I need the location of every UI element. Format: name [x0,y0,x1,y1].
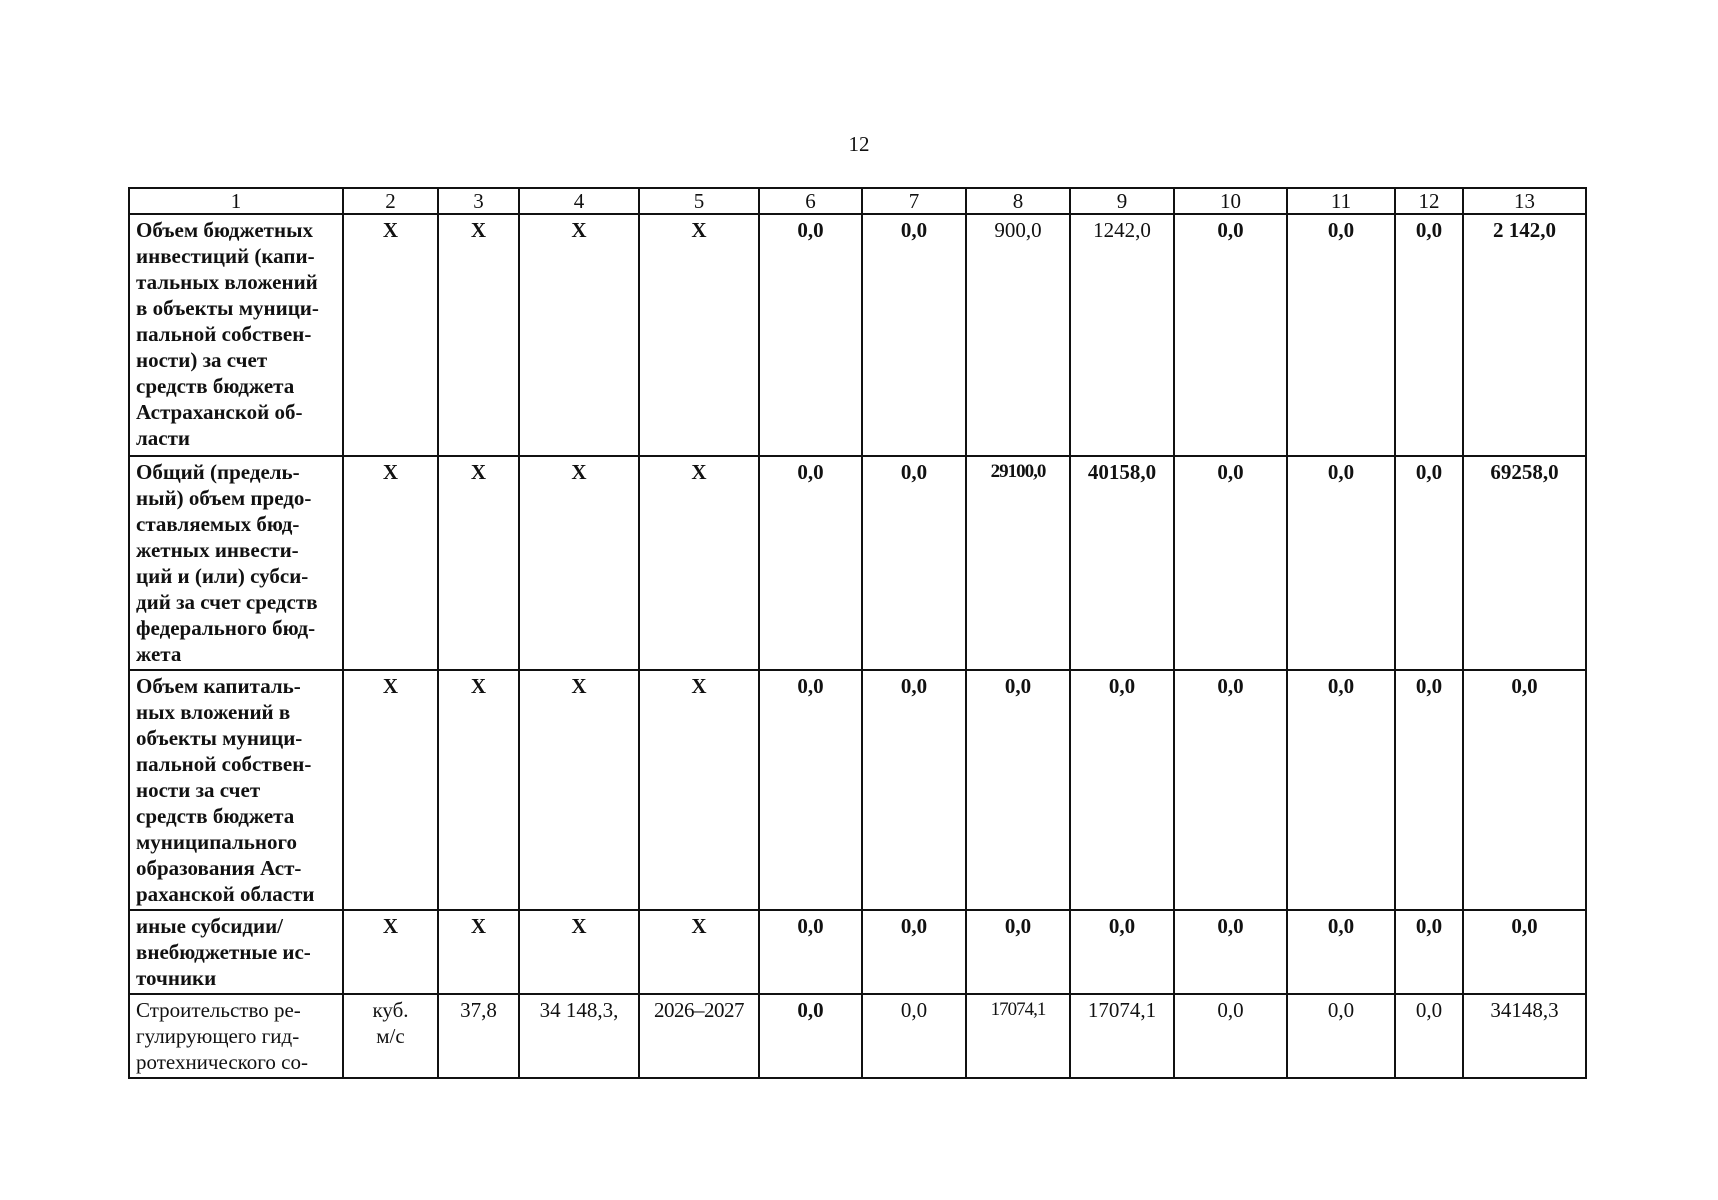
table-cell: 0,0 [1287,670,1395,910]
row-label: Объем капиталь- ных вложений в объекты муници- пальной собствен- ности за счет средств бюджета муниципального образования Аст- раханской области [129,670,343,910]
table-cell: 0,0 [1174,456,1287,670]
budget-table [128,187,1587,1079]
table-cell: 0,0 [759,994,862,1078]
row-label: иные субсидии/ внебюджетные ис- точники [129,910,343,994]
column-header: 3 [438,188,519,214]
table-cell: 0,0 [862,670,966,910]
column-header: 6 [759,188,862,214]
column-header: 13 [1463,188,1586,214]
table-cell: 0,0 [1395,670,1463,910]
table-cell: 0,0 [862,910,966,994]
table-cell: X [438,214,519,456]
column-header: 9 [1070,188,1174,214]
table-cell: 0,0 [1070,910,1174,994]
table-cell: X [343,670,438,910]
column-header: 2 [343,188,438,214]
table-cell: 0,0 [1287,214,1395,456]
table-cell: 900,0 [966,214,1070,456]
table-cell: 0,0 [1287,456,1395,670]
table-cell: 0,0 [1174,214,1287,456]
table-cell: X [343,456,438,670]
table-row [129,910,1586,994]
column-header: 7 [862,188,966,214]
column-header: 11 [1287,188,1395,214]
table-cell: 1242,0 [1070,214,1174,456]
table-cell: X [438,910,519,994]
table-row [129,214,1586,456]
row-label: Общий (предель- ный) объем предо- ставляемых бюд- жетных инвести- ций и (или) субси- дий за счет средств федерального бюд- жета [129,456,343,670]
table-cell: X [519,456,639,670]
table-row [129,456,1586,670]
table-cell: 29100,0 [966,456,1070,670]
table-cell: 0,0 [1395,994,1463,1078]
table-cell: 37,8 [438,994,519,1078]
table-cell: X [639,456,759,670]
table-cell: 0,0 [862,994,966,1078]
table-cell: X [438,670,519,910]
table-cell: 0,0 [1463,910,1586,994]
table-cell: X [639,670,759,910]
table-cell: 0,0 [759,214,862,456]
table-cell: 0,0 [862,456,966,670]
table-cell: куб. м/с [343,994,438,1078]
column-header: 1 [129,188,343,214]
table-cell: 17074,1 [1070,994,1174,1078]
table-cell: 0,0 [966,910,1070,994]
table-cell: 0,0 [1395,910,1463,994]
table-cell: 0,0 [759,910,862,994]
table-cell: 0,0 [1287,910,1395,994]
table-cell: 0,0 [1070,670,1174,910]
table-cell: 0,0 [1395,214,1463,456]
row-label: Строительство ре- гулирующего гид- ротехнического со- [129,994,343,1078]
table-cell: 0,0 [1174,910,1287,994]
table-cell: 2026–2027 [639,994,759,1078]
table-header-row [129,188,1586,214]
page-number: 12 [848,132,870,156]
table-cell: X [519,670,639,910]
table-cell: 34148,3 [1463,994,1586,1078]
table-cell: X [343,910,438,994]
column-header: 5 [639,188,759,214]
table-cell: 34 148,3, [519,994,639,1078]
table-cell: X [519,214,639,456]
column-header: 4 [519,188,639,214]
table-cell: 0,0 [862,214,966,456]
table-cell: 0,0 [759,670,862,910]
column-header: 10 [1174,188,1287,214]
table-cell: 0,0 [1174,670,1287,910]
table-cell: 2 142,0 [1463,214,1586,456]
table-cell: X [438,456,519,670]
table-cell: 0,0 [759,456,862,670]
column-header: 12 [1395,188,1463,214]
table-cell: X [639,214,759,456]
table-cell: X [519,910,639,994]
table-row [129,670,1586,910]
table-cell: 0,0 [966,670,1070,910]
column-header: 8 [966,188,1070,214]
table-row [129,994,1586,1078]
table-cell: 40158,0 [1070,456,1174,670]
table-cell: 17074,1 [966,994,1070,1078]
table-cell: X [343,214,438,456]
table-cell: 0,0 [1287,994,1395,1078]
table-cell: 0,0 [1463,670,1586,910]
table-cell: 0,0 [1395,456,1463,670]
row-label: Объем бюджетных инвестиций (капи- тальных вложений в объекты муници- пальной собствен- ности) за счет средств бюджета Астраханской об- ласти [129,214,343,456]
table-cell: X [639,910,759,994]
table-cell: 69258,0 [1463,456,1586,670]
table-cell: 0,0 [1174,994,1287,1078]
